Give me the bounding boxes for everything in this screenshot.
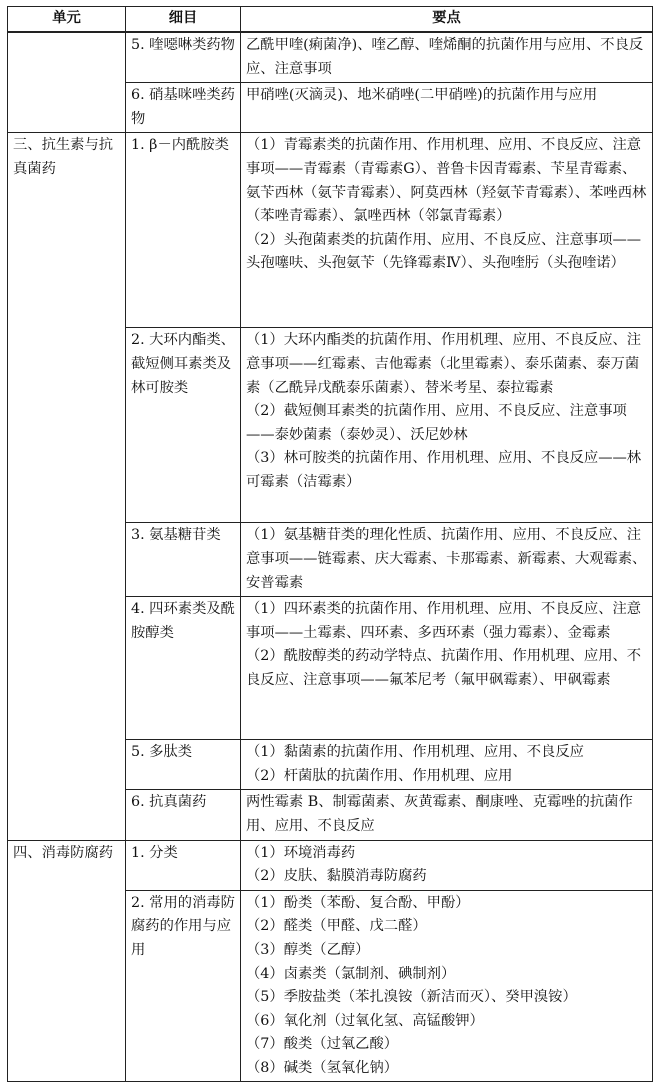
item-cell: 1. β－内酰胺类: [126, 133, 241, 328]
item-cell: 5. 喹噁啉类药物: [126, 32, 241, 83]
table-header-row: [8, 7, 653, 33]
item-cell: 3. 氨基糖苷类: [126, 523, 241, 597]
point-line: （1）大环内酯类的抗菌作用、作用机理、应用、不良反应、注意事项——红霉素、吉他霉素（北里霉素）、泰乐菌素、泰万菌素（乙酰异戊酰泰乐菌素）、替米考星、泰拉霉素: [246, 332, 642, 396]
points-cell: [241, 328, 653, 523]
table-row: [8, 133, 653, 328]
point-line: （6）氧化剂（过氧化氢、高锰酸钾）: [246, 1012, 484, 1029]
item-cell: 2. 常用的消毒防腐药的作用与应用: [126, 890, 241, 1082]
item-cell: 6. 抗真菌药: [126, 790, 241, 840]
unit-cell-continued: [8, 32, 126, 133]
points-cell: [241, 523, 653, 597]
point-line: （1）酚类（苯酚、复合酚、甲酚）: [246, 894, 470, 911]
point-line: （2）截短侧耳素类的抗菌作用、应用、不良反应、注意事项——泰妙菌素（泰妙灵）、沃尼妙林: [246, 403, 627, 443]
points-cell: [241, 790, 653, 840]
unit-cell: 四、消毒防腐药: [8, 840, 126, 1082]
point-line: 乙酰甲喹(痢菌净)、喹乙醇、喹烯酮的抗菌作用与应用、不良反应、注意事项: [246, 37, 644, 77]
points-cell: [241, 890, 653, 1082]
header-unit: 单元: [8, 7, 126, 33]
points-cell: [241, 32, 653, 83]
points-cell: [241, 740, 653, 790]
points-cell: [241, 83, 653, 133]
points-cell: [241, 133, 653, 328]
header-item: 细目: [126, 7, 241, 33]
point-line: 两性霉素 B、制霉菌素、灰黄霉素、酮康唑、克霉唑的抗菌作用、应用、不良反应: [246, 794, 633, 834]
points-cell: [241, 840, 653, 890]
item-cell: 1. 分类: [126, 840, 241, 890]
point-line: （3）醇类（乙醇）: [246, 941, 370, 958]
item-cell: 6. 硝基咪唑类药物: [126, 83, 241, 133]
point-line: （3）林可胺类的抗菌作用、作用机理、应用、不良反应——林可霉素（洁霉素）: [246, 450, 642, 490]
point-line: （5）季胺盐类（苯扎溴铵（新洁而灭）、癸甲溴铵）: [246, 989, 577, 1006]
point-line: （4）卤素类（氯制剂、碘制剂）: [246, 965, 456, 982]
item-cell: 2. 大环内酯类、截短侧耳素类及林可胺类: [126, 328, 241, 523]
unit-cell: 三、抗生素与抗真菌药: [8, 133, 126, 840]
syllabus-table: [7, 6, 653, 1082]
points-cell: [241, 597, 653, 740]
point-line: （1）黏菌素的抗菌作用、作用机理、应用、不良反应: [246, 744, 584, 761]
point-line: （2）醛类（甲醛、戊二醛）: [246, 918, 427, 935]
point-line: （2）头孢菌素类的抗菌作用、应用、不良反应、注意事项——头孢噻呋、头孢氨苄（先锋霉素Ⅳ）、头孢喹肟（头孢喹诺）: [246, 231, 642, 272]
point-line: （2）杆菌肽的抗菌作用、作用机理、应用: [246, 767, 513, 784]
point-line: （1）环境消毒药: [246, 844, 356, 861]
point-line: （2）酰胺醇类的药动学特点、抗菌作用、作用机理、应用、不良反应、注意事项——氟苯尼考（氟甲砜霉素）、甲砜霉素: [246, 648, 642, 688]
point-line: 甲硝唑(灭滴灵)、地米硝唑(二甲硝唑)的抗菌作用与应用: [246, 87, 598, 104]
point-line: （7）酸类（过氧乙酸）: [246, 1036, 399, 1053]
point-line: （1）四环素类的抗菌作用、作用机理、应用、不良反应、注意事项——土霉素、四环素、多西环素（强力霉素）、金霉素: [246, 601, 642, 641]
item-cell: 5. 多肽类: [126, 740, 241, 790]
point-line: （1）青霉素类的抗菌作用、作用机理、应用、不良反应、注意事项——青霉素（青霉素G）、普鲁卡因青霉素、苄星青霉素、氨苄西林（氨苄青霉素）、阿莫西林（羟氨苄青霉素）、苯唑西林（苯唑青霉素）、氯唑西林（邻氯青霉素）: [246, 137, 647, 225]
table-row: [8, 32, 653, 83]
header-points: 要点: [241, 7, 653, 33]
table-row: [8, 840, 653, 890]
point-line: （1）氨基糖苷类的理化性质、抗菌作用、应用、不良反应、注意事项——链霉素、庆大霉素、卡那霉素、新霉素、大观霉素、安普霉素: [246, 527, 647, 591]
item-cell: 4. 四环素类及酰胺醇类: [126, 597, 241, 740]
point-line: （8）碱类（氢氧化钠）: [246, 1059, 399, 1076]
point-line: （2）皮肤、黏膜消毒防腐药: [246, 868, 427, 885]
